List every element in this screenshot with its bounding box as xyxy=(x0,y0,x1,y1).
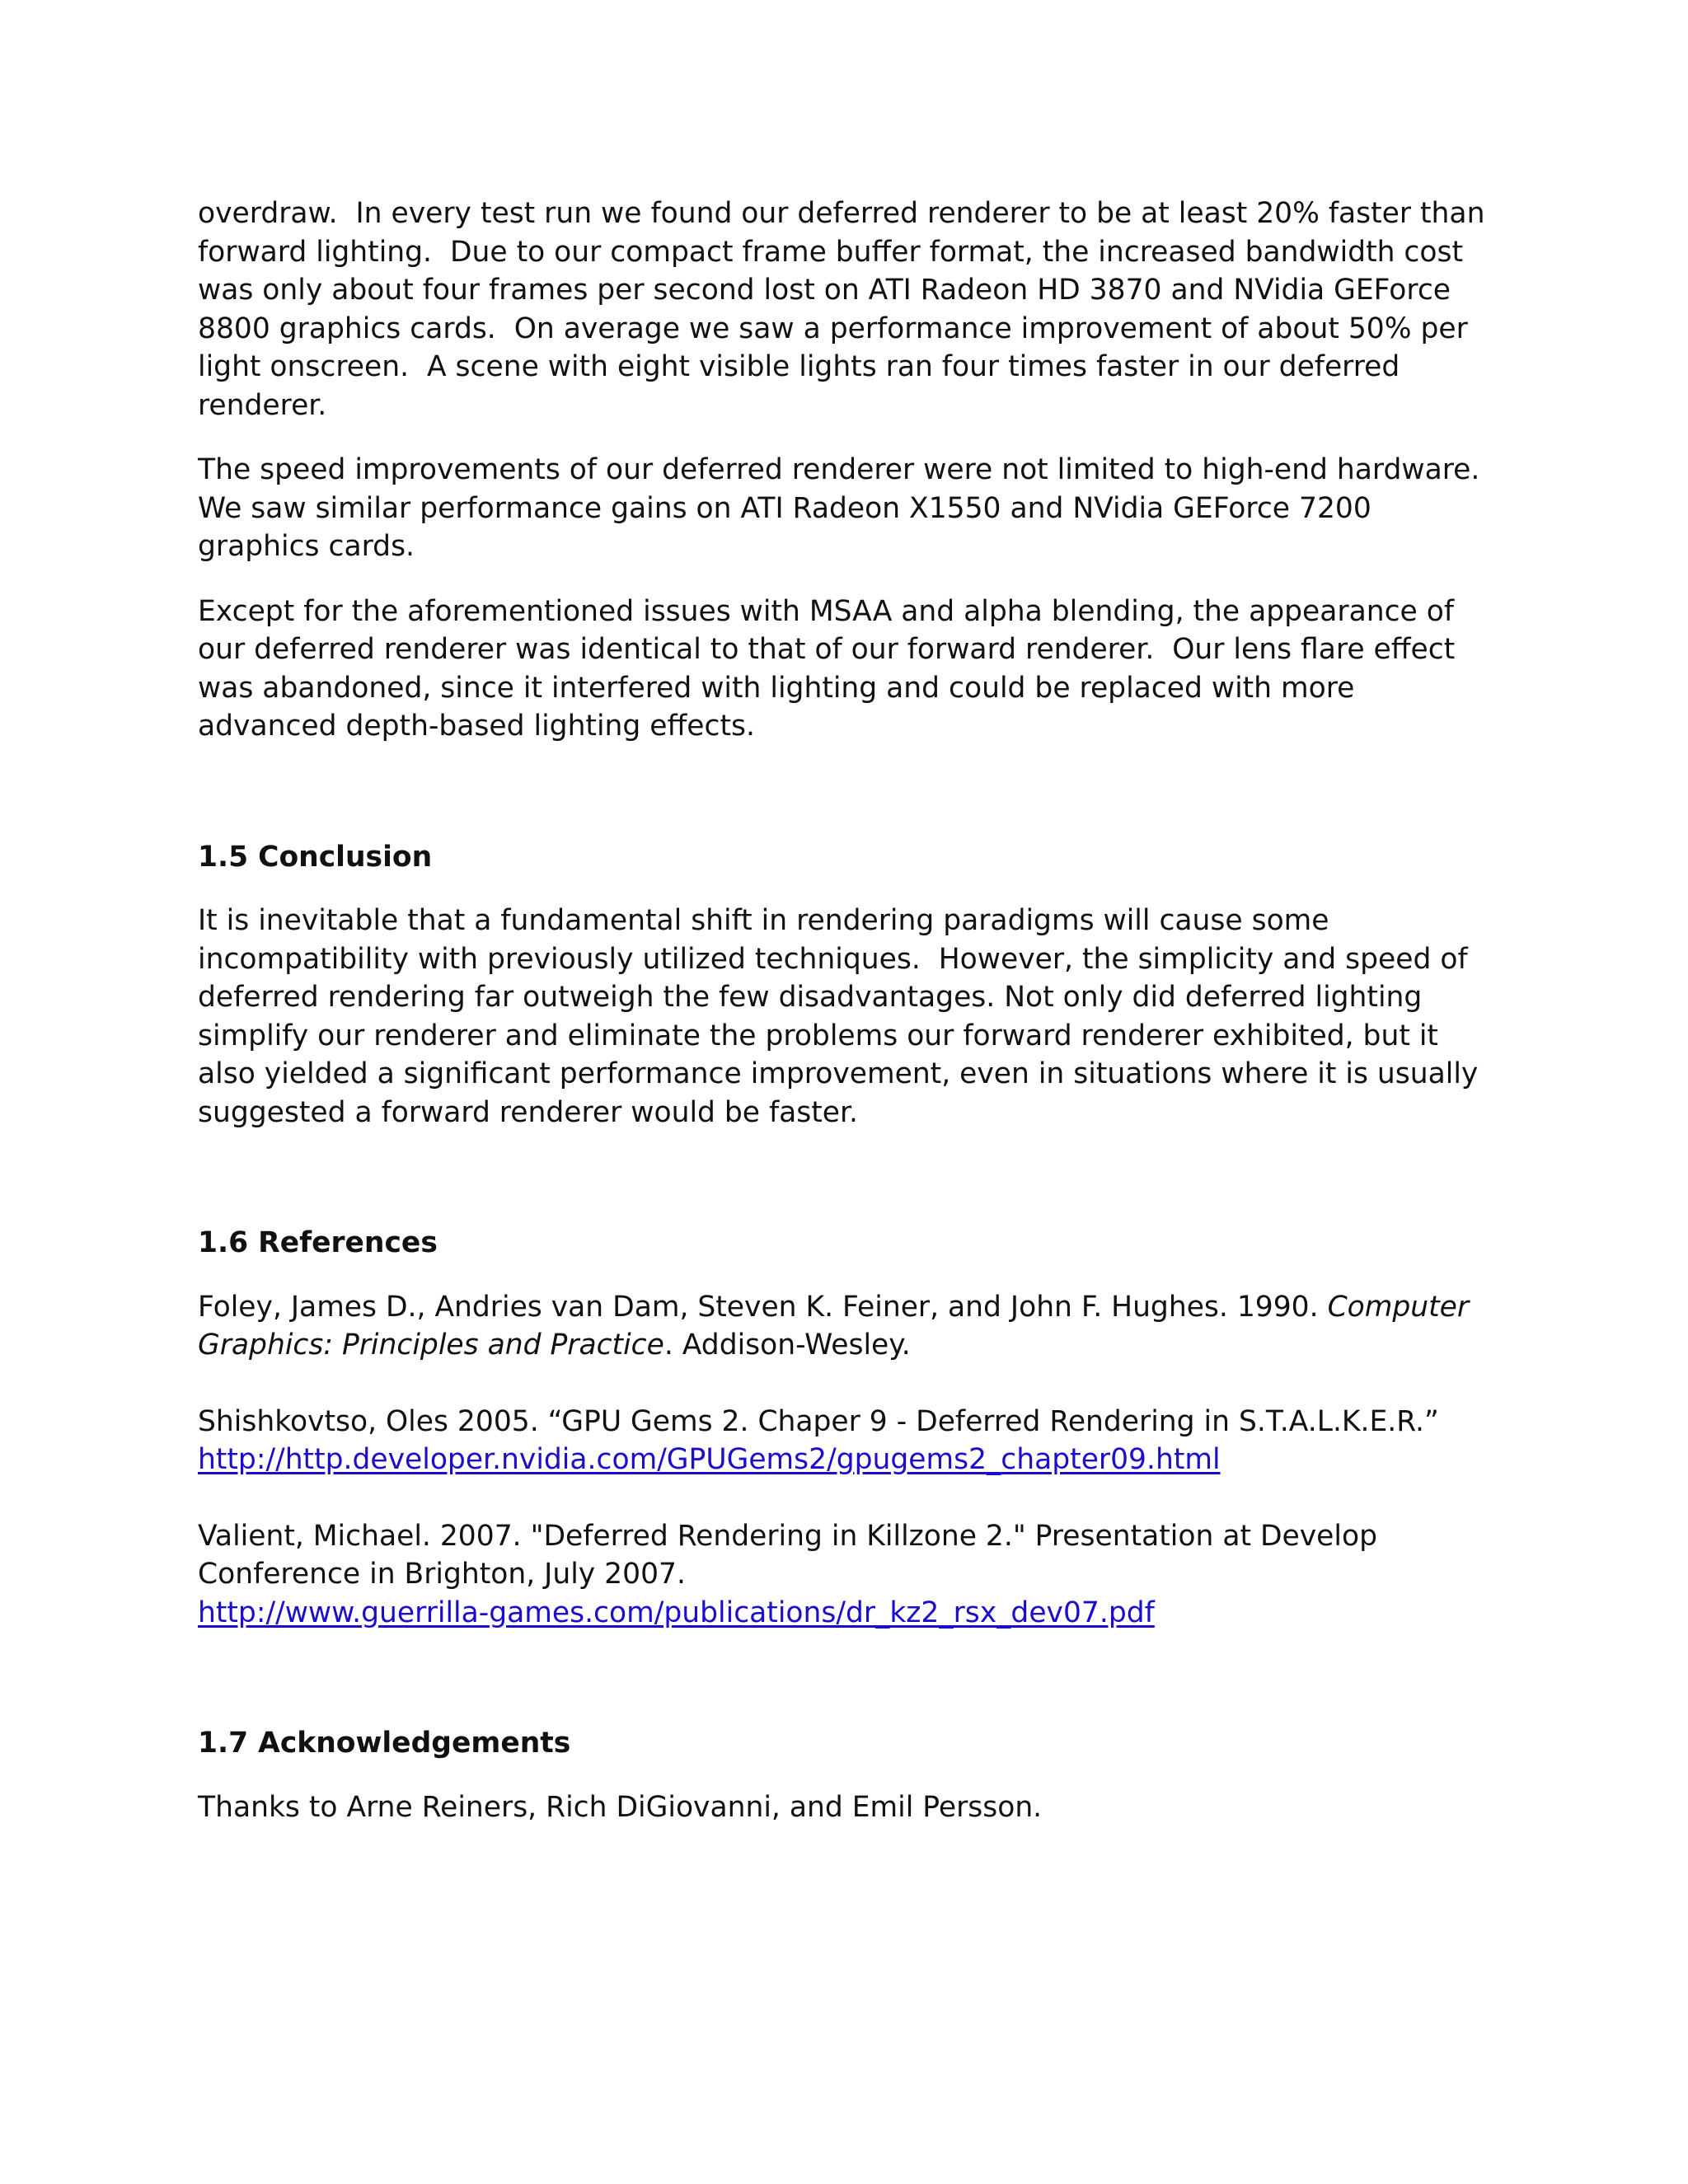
section-heading-references: 1.6 References xyxy=(198,1226,438,1259)
reference-shishkovtso-citation: Shishkovtso, Oles 2005. “GPU Gems 2. Chaper 9 - Deferred Rendering in S.T.A.L.K.E.R.” xyxy=(198,1404,1439,1438)
reference-valient-link[interactable]: http://www.guerrilla-games.com/publications/dr_kz2_rsx_dev07.pdf xyxy=(198,1596,1155,1629)
acknowledgements-paragraph: Thanks to Arne Reiners, Rich DiGiovanni, and Emil Persson. xyxy=(198,1790,1043,1824)
section-heading-acknowledgements: 1.7 Acknowledgements xyxy=(198,1727,571,1760)
reference-item-foley xyxy=(198,1288,1500,1365)
body-paragraph-overdraw: overdraw. In every test run we found our deferred renderer to be at least 20% faster than forward lighting. Due to our compact frame buffer format, the increased bandwidth cost was only about four frames per second lost on ATI Radeon HD 3870 and NVidia GEForce 8800 graphics cards. On average we saw a performance improvement of about 50% per light onscreen. A scene with eight visible lights ran four times faster in our deferred renderer. xyxy=(198,197,1494,422)
reference-foley-book-title: Computer Graphics: Principles and Practice xyxy=(198,1290,1479,1361)
reference-item-valient xyxy=(198,1517,1500,1633)
reference-foley-authors: Foley, James D., Andries van Dam, Steven K. Feiner, and John F. Hughes. 1990. xyxy=(198,1290,1328,1324)
body-paragraph-speed-improvements: The speed improvements of our deferred renderer were not limited to high-end hardware. We saw similar performance gains on ATI Radeon X1550 and NVidia GEForce 7200 graphics cards. xyxy=(198,453,1489,563)
conclusion-paragraph: It is inevitable that a fundamental shift in rendering paradigms will cause some incompatibility with previously utilized techniques. However, the simplicity and speed of deferred rendering far outweigh the few disadvantages. Not only did deferred lighting simplify our renderer and eliminate the problems our forward renderer exhibited, but it also yielded a significant performance improvement, even in situations where it is usually suggested a forward renderer would be faster. xyxy=(198,904,1488,1129)
reference-valient-citation: Valient, Michael. 2007. "Deferred Rendering in Killzone 2." Presentation at Develop Conference in Brighton, July 2007. xyxy=(198,1519,1377,1591)
reference-foley-publisher: . Addison-Wesley. xyxy=(663,1329,911,1361)
reference-shishkovtso-link[interactable]: http://http.developer.nvidia.com/GPUGems2/gpugems2_chapter09.html xyxy=(198,1443,1221,1476)
body-paragraph-appearance: Except for the aforementioned issues with MSAA and alpha blending, the appearance of our deferred renderer was identical to that of our forward renderer. Our lens flare effect was abandoned, since it interfered with lighting and could be replaced with more advanced depth-based lighting effects. xyxy=(198,594,1465,743)
section-heading-conclusion: 1.5 Conclusion xyxy=(198,840,433,874)
reference-list xyxy=(198,1288,1500,1633)
reference-item-shishkovtso xyxy=(198,1403,1500,1479)
document-page xyxy=(198,194,1500,1826)
